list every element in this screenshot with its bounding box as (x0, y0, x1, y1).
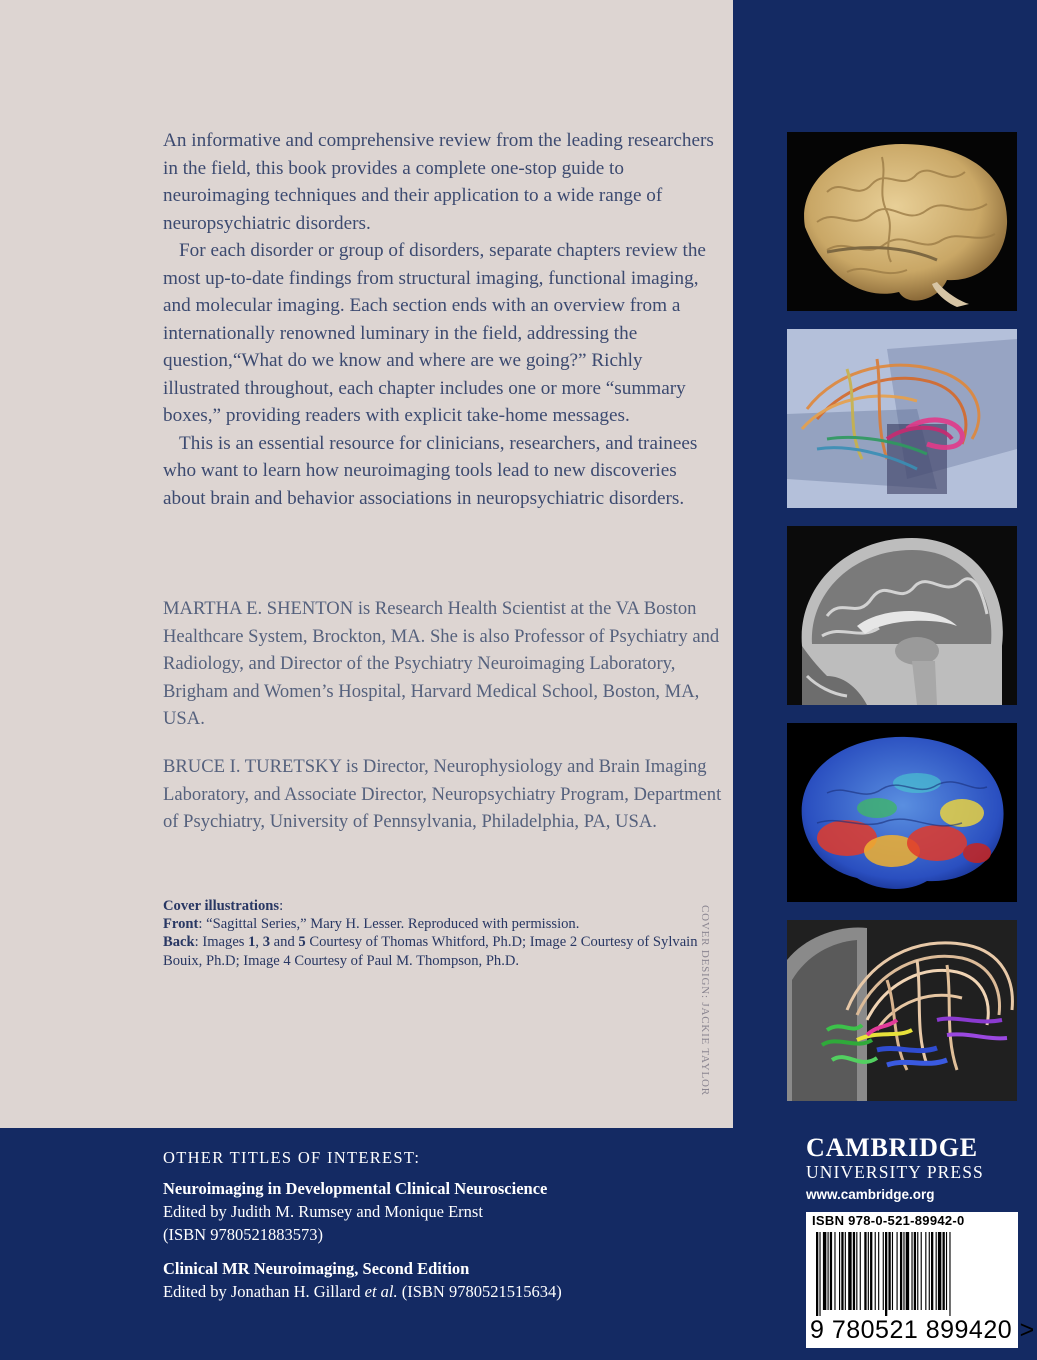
back-credit-part: Courtesy of Thomas Whitford, Ph.D; Image 2 Courtesy of Sylvain Bouix, Ph.D; Image 4 Courtesy of Paul M. Thompson, Ph.D. (163, 934, 698, 969)
isbn-label: ISBN 978-0-521-89942-0 (812, 1213, 965, 1228)
fiber-tracts-icon (787, 920, 1017, 1101)
publisher-name: CAMBRIDGE (806, 1133, 978, 1162)
mri-sagittal-icon (787, 526, 1017, 705)
author-bio-turetsky (163, 753, 723, 836)
publisher-url: www.cambridge.org (806, 1187, 935, 1202)
other-title-name: Clinical MR Neuroimaging, Second Edition (163, 1259, 470, 1278)
other-title-editors (163, 1280, 723, 1303)
isbn-text: (ISBN 9780521515634) (397, 1282, 562, 1301)
back-credit-num: 5 (298, 934, 306, 951)
other-title-name: Neuroimaging in Developmental Clinical Neuroscience (163, 1179, 548, 1198)
barcode (806, 1212, 1035, 1348)
other-titles (163, 1148, 723, 1314)
barcode-bars-icon (812, 1232, 1012, 1316)
brain-heatmap-icon (787, 723, 1017, 902)
author-name-turetsky: BRUCE I. TURETSKY (163, 756, 342, 777)
cover-credits-colon: : (279, 898, 284, 914)
tractography-icon (787, 329, 1017, 508)
author-bio-text-shenton: is Research Health Scientist at the VA Boston Healthcare System, Brockton, MA. She is also Professor of Psychiatry and Radiology, and Director of the Psychiatry Neuroimaging Laboratory, Brigham and Women’s Hospital, Harvard Medical School, Boston, MA, USA. (163, 598, 720, 729)
brain-photo-icon (787, 132, 1017, 311)
description-paragraph-1: An informative and comprehensive review from the leading researchers in the field, this book provides a complete one-stop guide to neuroimaging techniques and their application to a wide range of neuropsychiatric disorders. (163, 130, 714, 234)
other-title-entry (163, 1177, 723, 1246)
editor-text: Edited by Jonathan H. Gillard (163, 1282, 365, 1301)
other-title-editors: Edited by Judith M. Rumsey and Monique Ernst (163, 1202, 483, 1221)
cover-design-credit: COVER DESIGN: JACKIE TAYLOR (699, 905, 711, 1096)
description-paragraph-3: This is an essential resource for clinicians, researchers, and trainees who want to learn how neuroimaging tools lead to new discoveries about brain and behavior associations in neuropsychiatric disorders. (163, 432, 698, 509)
other-titles-heading: OTHER TITLES OF INTEREST: (163, 1148, 421, 1167)
back-credit-num: 3 (262, 934, 271, 951)
description-text (163, 127, 723, 512)
author-bio-text-turetsky: is Director, Neurophysiology and Brain Imaging Laboratory, and Associate Director, Neuropsychiatry Program, Department of Psychiatry, University of Pennsylvania, Philadelphia, PA, USA. (163, 756, 722, 832)
back-label: Back (163, 934, 195, 951)
author-bio-shenton (163, 595, 723, 733)
back-credit-part: , (255, 934, 263, 951)
description-paragraph-2: For each disorder or group of disorders, separate chapters review the most up-to-date findings from structural imaging, functional imaging, and molecular imaging. Each section ends with an overview from a internationally renowned luminary in the field, addressing the question,“What do we know and where are we going?” Richly illustrated throughout, each chapter includes one or more “summary boxes,” providing readers with explicit take-home messages. (163, 240, 706, 426)
other-title-isbn: (ISBN 9780521883573) (163, 1225, 323, 1244)
publisher-subtitle: UNIVERSITY PRESS (806, 1162, 984, 1182)
back-credit-num: 1 (248, 934, 256, 951)
back-credit-part: and (270, 934, 299, 951)
other-title-entry (163, 1257, 723, 1303)
front-label: Front (163, 916, 199, 933)
cover-credits-heading: Cover illustrations (163, 898, 280, 914)
author-name-shenton: MARTHA E. SHENTON (163, 598, 354, 619)
et-al-text: et al. (364, 1282, 398, 1301)
back-credit-part: : Images (194, 934, 249, 951)
publisher-logo (806, 1134, 1016, 1202)
front-credit: : “Sagittal Series,” Mary H. Lesser. Reproduced with permission. (198, 916, 580, 933)
barcode-digits: 9 780521 899420 > (810, 1316, 1035, 1344)
cover-credits (163, 897, 703, 970)
